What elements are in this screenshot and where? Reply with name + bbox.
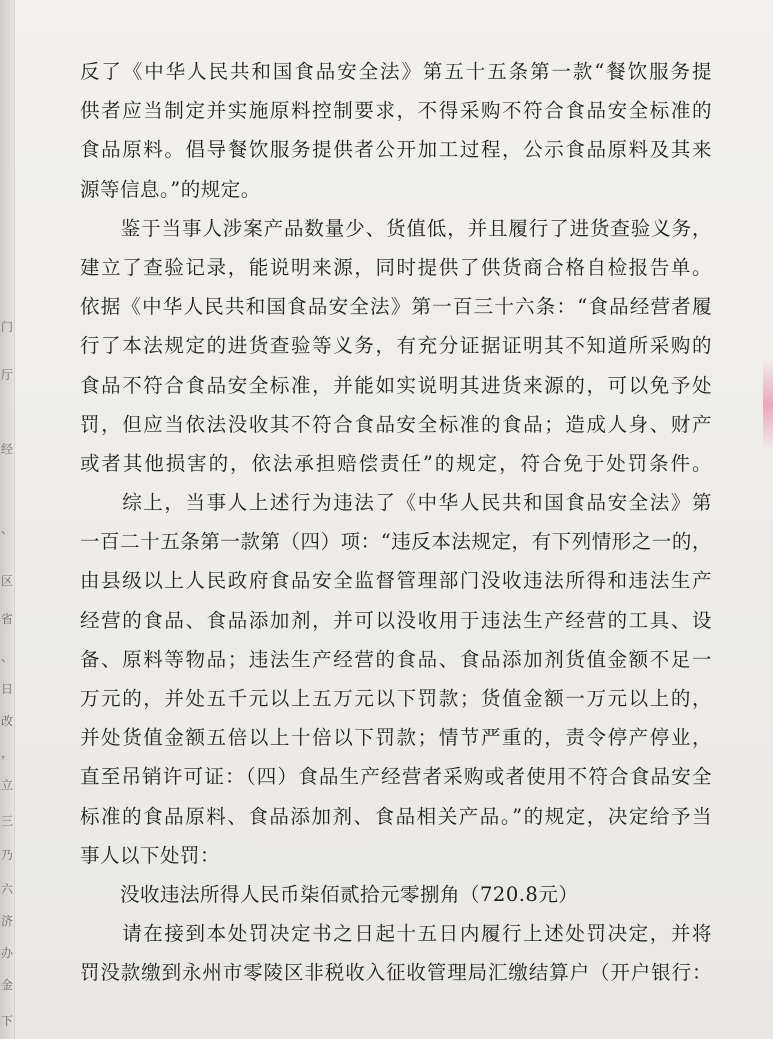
red-stamp-edge [763, 360, 773, 450]
edge-glyph: 济 [1, 914, 14, 928]
edge-glyph: 下 [1, 1014, 14, 1028]
edge-glyph: 办 [1, 946, 14, 960]
text-line: 一百二十五条第一款第（四）项：“违反本法规定，有下列情形之一的， [80, 530, 712, 554]
edge-glyph: 改 [1, 714, 14, 728]
edge-glyph: 乃 [1, 848, 14, 862]
edge-glyph: 金 [1, 978, 14, 992]
edge-glyph: 日 [1, 682, 14, 696]
edge-glyph: 经 [1, 442, 14, 456]
text-line: 罚没款缴到永州市零陵区非税收入征收管理局汇缴结算户（开户银行： [80, 961, 712, 985]
text-line: 源等信息。”的规定。 [80, 177, 261, 201]
text-line: 食品原料。倡导餐饮服务提供者公开加工过程，公示食品原料及其来 [80, 138, 712, 162]
text-line: 没收违法所得人民币柒佰贰拾元零捌角（720.8元） [80, 882, 579, 906]
edge-glyph: 门 [1, 320, 14, 334]
text-line: 行了本法规定的进货查验等义务，有充分证据证明其不知道所采购的 [80, 334, 712, 358]
body-text [80, 52, 712, 993]
text-line: 直至吊销许可证：（四）食品生产经营者采购或者使用不符合食品安全 [80, 765, 712, 789]
text-line: 经营的食品、食品添加剂，并可以没收用于违法生产经营的工具、设 [80, 608, 712, 632]
edge-glyph: 区 [1, 574, 14, 588]
text-line: 备、原料等物品；违法生产经营的食品、食品添加剂货值金额不足一 [80, 647, 712, 671]
edge-glyph: 六 [1, 882, 14, 896]
edge-glyph: 、 [1, 650, 14, 664]
text-line: 供者应当制定并实施原料控制要求，不得采购不符合食品安全标准的 [80, 99, 712, 123]
text-line: 请在接到本处罚决定书之日起十五日内履行上述处罚决定，并将 [80, 922, 712, 946]
edge-glyph: ， [1, 746, 14, 760]
edge-glyph: 三 [1, 814, 14, 828]
adjacent-page-edge [0, 0, 15, 1039]
text-line: 或者其他损害的，依法承担赔偿责任”的规定，符合免于处罚条件。 [80, 451, 712, 475]
text-line: 反了《中华人民共和国食品安全法》第五十五条第一款“餐饮服务提 [80, 60, 712, 83]
text-line: 万元的，并处五千元以上五万元以下罚款；货值金额一万元以上的， [80, 687, 712, 710]
edge-glyph: 省 [1, 612, 14, 626]
edge-glyph: 立 [1, 778, 14, 792]
text-line: 建立了查验记录，能说明来源，同时提供了供货商合格自检报告单。 [80, 255, 712, 279]
edge-glyph: 厅 [1, 368, 14, 382]
text-line: 由县级以上人民政府食品安全监督管理部门没收违法所得和违法生产 [80, 569, 712, 593]
text-line: 标准的食品原料、食品添加剂、食品相关产品。”的规定，决定给予当 [80, 804, 712, 828]
edge-glyph: 、 [1, 522, 14, 536]
text-line: 事人以下处罚： [80, 843, 221, 867]
text-line: 鉴于当事人涉案产品数量少、货值低，并且履行了进货查验义务， [80, 216, 712, 240]
text-line: 依据《中华人民共和国食品安全法》第一百三十六条：“食品经营者履 [80, 295, 712, 319]
text-line: 罚，但应当依法没收其不符合食品安全标准的食品；造成人身、财产 [80, 412, 712, 436]
text-line: 并处货值金额五倍以上十倍以下罚款；情节严重的，责令停产停业， [80, 726, 712, 750]
text-line: 食品不符合食品安全标准，并能如实说明其进货来源的，可以免予处 [80, 373, 712, 397]
text-line: 综上，当事人上述行为违法了《中华人民共和国食品安全法》第 [80, 491, 712, 515]
